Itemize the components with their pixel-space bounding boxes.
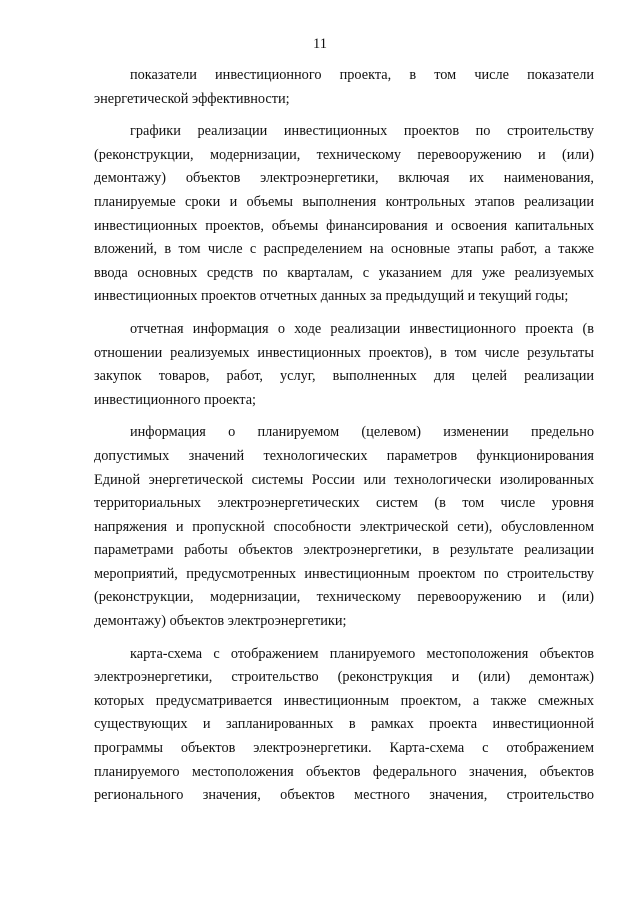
page-number: 11 <box>313 36 327 52</box>
text-line: (реконструкции, модернизации, техническому перевооружению и (или) <box>94 589 594 606</box>
text-line: инвестиционных проектов, объемы финансирования и освоения капитальных <box>94 217 594 234</box>
text-line: закупок товаров, работ, услуг, выполненных для целей реализации <box>94 368 594 385</box>
text-line: допустимых значений технологических параметров функционирования <box>94 447 594 464</box>
text-line: программы объектов электроэнергетики. Карта-схема с отображением <box>94 740 594 757</box>
text-line: существующих и запланированных в рамках проекта инвестиционной <box>94 716 594 733</box>
paragraph <box>94 64 594 111</box>
paragraph <box>94 318 594 412</box>
paragraph <box>94 643 594 808</box>
text-line: параметрами работы объектов электроэнергетики, в результате реализации <box>94 542 594 559</box>
text-line: инвестиционного проекта; <box>94 391 257 408</box>
text-line: карта-схема с отображением планируемого местоположения объектов <box>130 645 594 662</box>
paragraph <box>94 120 594 309</box>
text-line: электроэнергетики, строительство (реконструкция и (или) демонтаж) <box>94 669 594 686</box>
paragraph <box>94 421 594 633</box>
text-line: мероприятий, предусмотренных инвестиционным проектом по строительству <box>94 565 594 582</box>
text-line: ввода основных средств по кварталам, с указанием для уже реализуемых <box>94 264 594 281</box>
text-line: Единой энергетической системы России или технологически изолированных <box>94 471 594 488</box>
text-line: графики реализации инвестиционных проектов по строительству <box>130 123 594 140</box>
text-line: напряжения и пропускной способности электрической сети), обусловленном <box>94 518 594 535</box>
text-line: демонтажу) объектов электроэнергетики; <box>94 613 347 630</box>
text-line: (реконструкции, модернизации, техническому перевооружению и (или) <box>94 146 594 163</box>
text-line: информация о планируемом (целевом) изменении предельно <box>130 424 594 441</box>
text-line: показатели инвестиционного проекта, в том числе показатели <box>130 67 594 83</box>
text-line: демонтажу) объектов электроэнергетики, включая их наименования, <box>94 170 594 187</box>
document-body <box>94 64 594 817</box>
text-line: отношении реализуемых инвестиционных проектов), в том числе результаты <box>94 344 594 361</box>
text-line: планируемого местоположения объектов федерального значения, объектов <box>94 763 594 780</box>
text-line: инвестиционных проектов отчетных данных за предыдущий и текущий годы; <box>94 288 569 305</box>
text-line: вложений, в том числе с распределением на основные этапы работ, а также <box>94 241 594 258</box>
text-line: отчетная информация о ходе реализации инвестиционного проекта (в <box>130 320 594 337</box>
text-line: которых предусматривается инвестиционным проектом, а также смежных <box>94 692 594 709</box>
text-line: энергетической эффективности; <box>94 90 290 107</box>
text-line: регионального значения, объектов местного значения, строительство <box>94 787 594 804</box>
text-line: территориальных электроэнергетических систем (в том числе уровня <box>94 495 594 512</box>
text-line: планируемые сроки и объемы выполнения контрольных этапов реализации <box>94 193 594 210</box>
